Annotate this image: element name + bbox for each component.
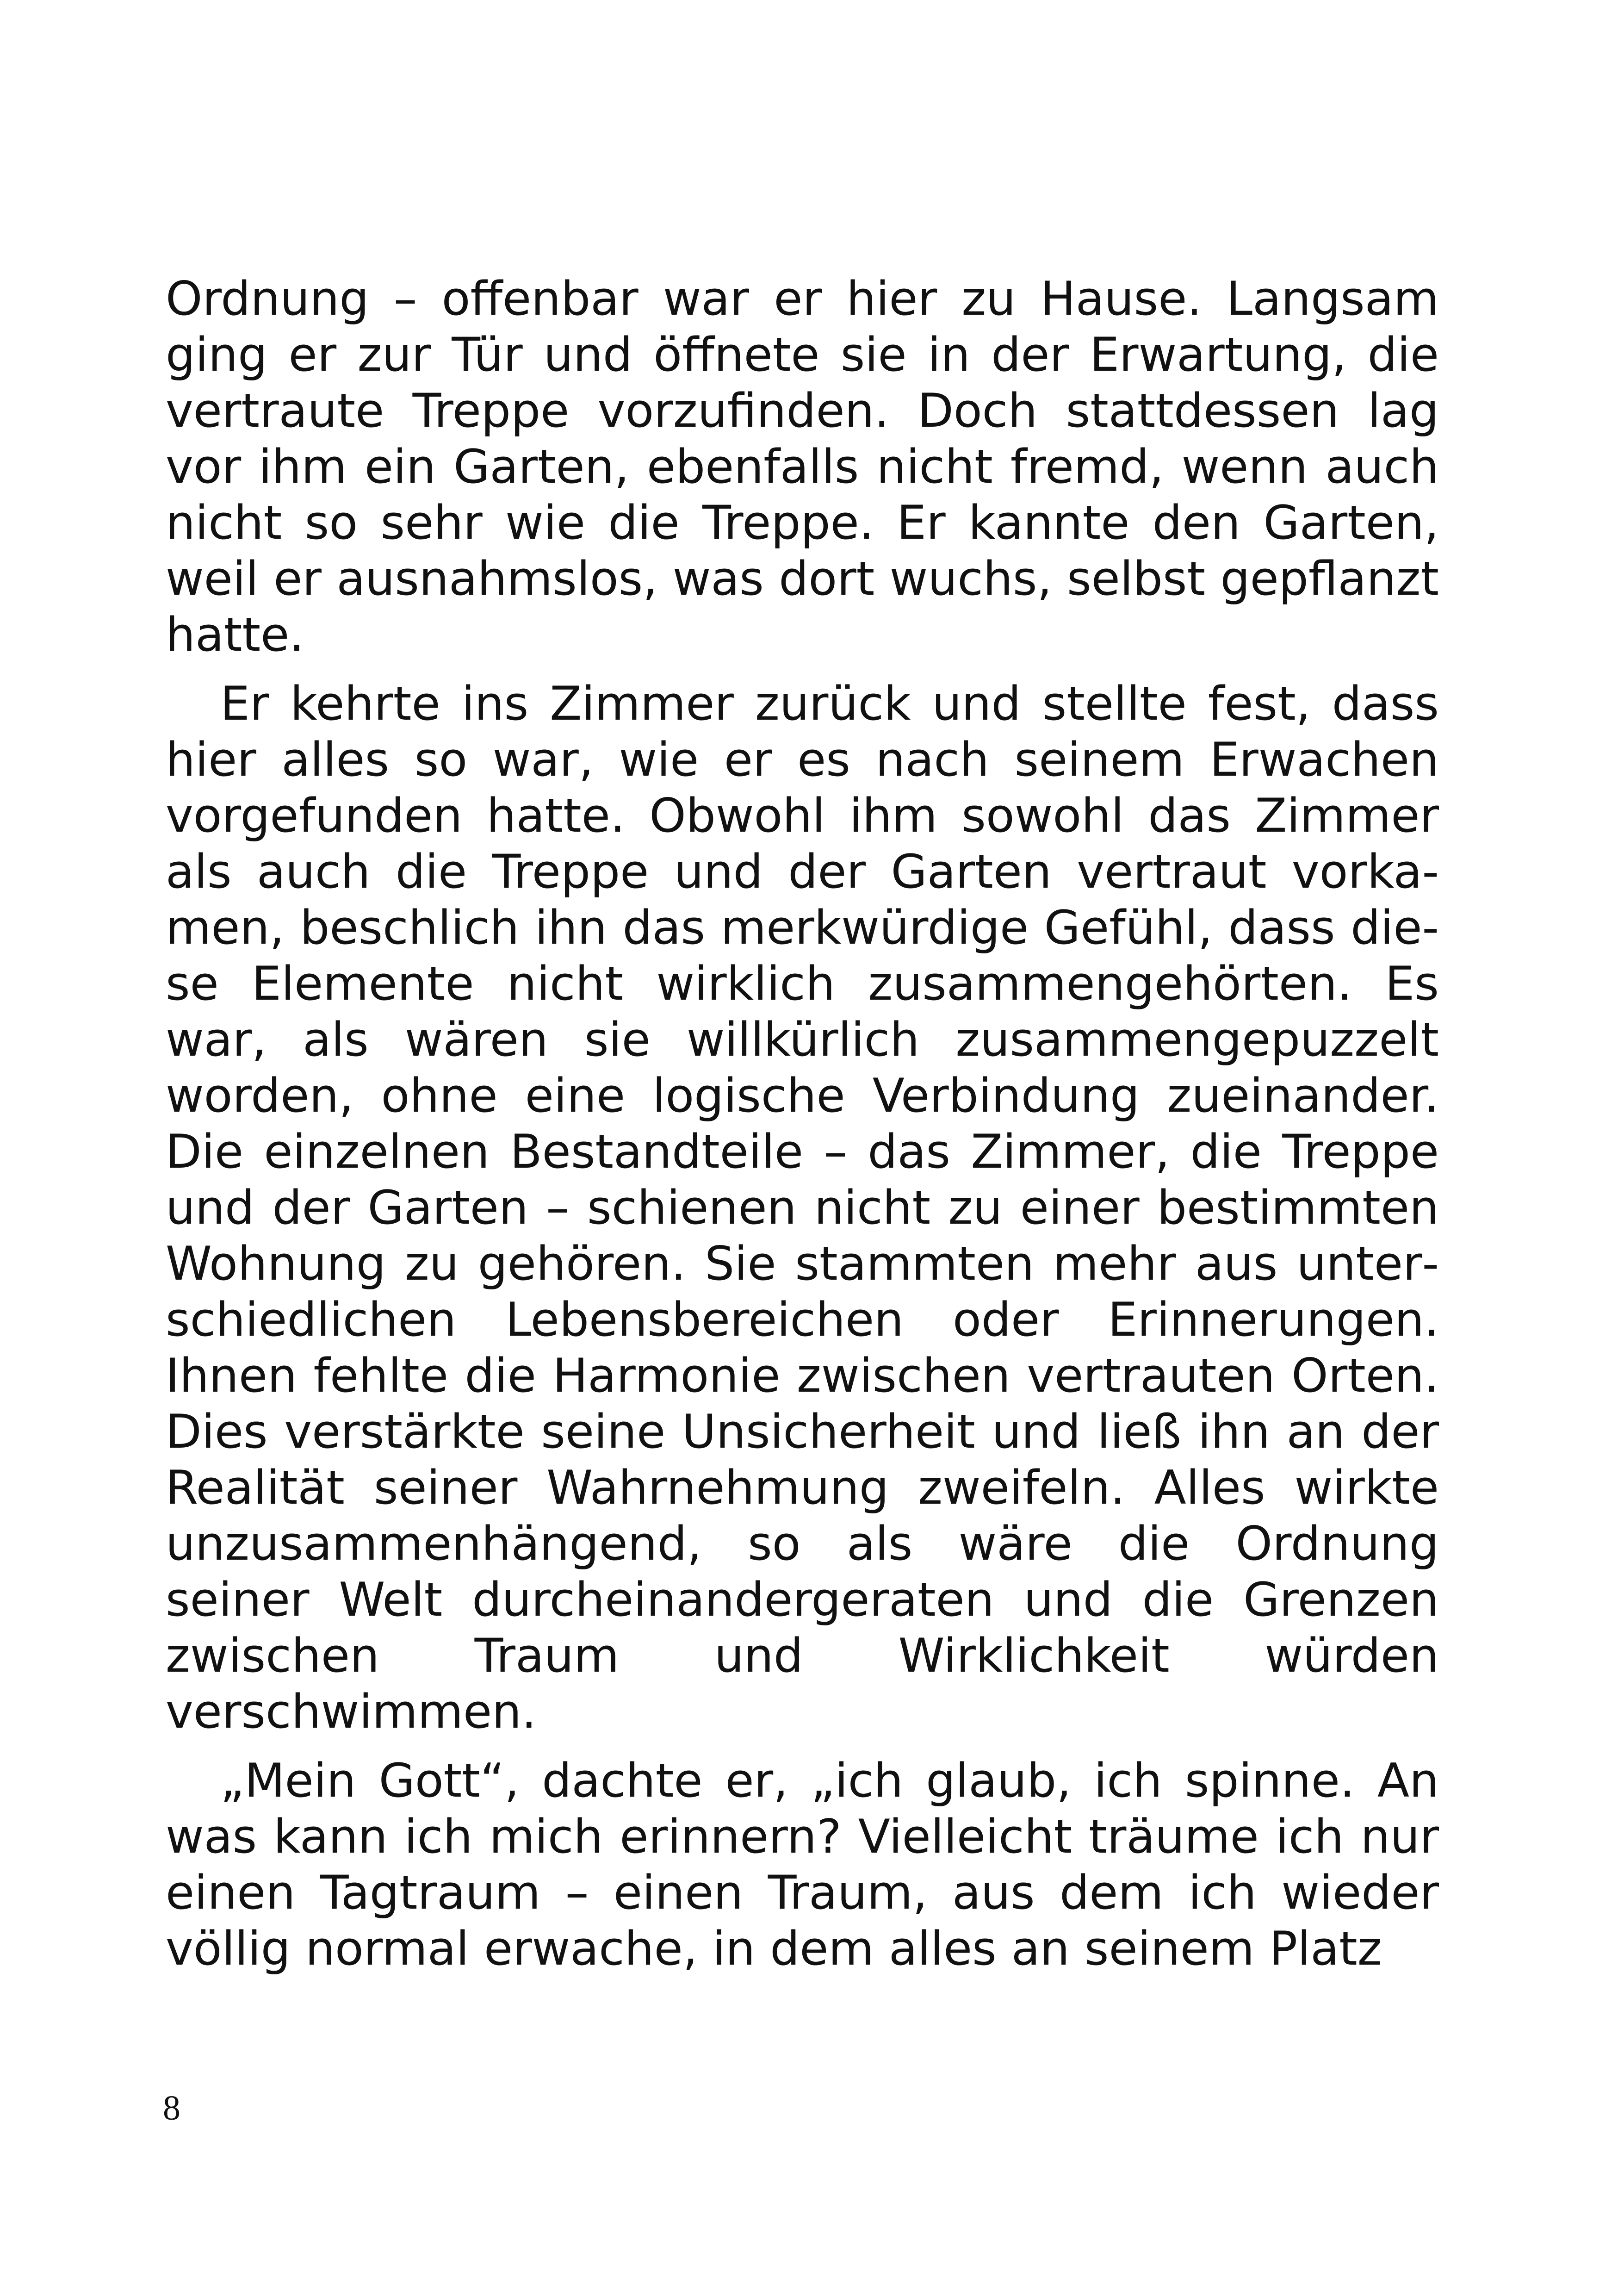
paragraph-1: Ordnung – offenbar war er hier zu Hause. Langsam ging er zur Tür und öffnete sie in der Erwartung, die vertraute Treppe vorzufinden. Doch stattdessen lag vor ihm ein Garten, ebenfalls nicht fremd, wenn auch nicht so sehr wie die Treppe. Er kannte den Garten, weil er ausnahmslos, was dort wuchs, selbst gepflanzt hatte.: [166, 271, 1439, 662]
paragraph-3: „Mein Gott“, dachte er, „ich glaub, ich spinne. An was kann ich mich erinnern? Vielleicht träume ich nur einen Tagtraum – einen Traum, aus dem ich wieder völlig normal erwache, in dem alles an seinem Platz: [166, 1753, 1439, 1976]
page-number: 8: [163, 2089, 180, 2128]
body-text: [166, 271, 1439, 1977]
paragraph-2: Er kehrte ins Zimmer zurück und stellte fest, dass hier alles so war, wie er es nach seinem Erwachen vorgefunden hatte. Obwohl ihm sowohl das Zimmer als auch die Treppe und der Garten vertraut vorkamen, beschlich ihn das merkwürdige Gefühl, dass diese Elemente nicht wirklich zusammengehörten. Es war, als wären sie willkürlich zusammengepuzzelt worden, ohne eine logische Verbindung zueinander. Die einzelnen Bestandteile – das Zimmer, die Treppe und der Garten – schienen nicht zu einer bestimmten Wohnung zu gehören. Sie stammten mehr aus unterschiedlichen Lebensbereichen oder Erinnerungen. Ihnen fehlte die Harmonie zwischen vertrauten Orten. Dies verstärkte seine Unsicherheit und ließ ihn an der Realität seiner Wahrnehmung zweifeln. Alles wirkte unzusammenhängend, so als wäre die Ordnung seiner Welt durcheinandergeraten und die Grenzen zwischen Traum und Wirklichkeit würden verschwimmen.: [166, 676, 1439, 1739]
